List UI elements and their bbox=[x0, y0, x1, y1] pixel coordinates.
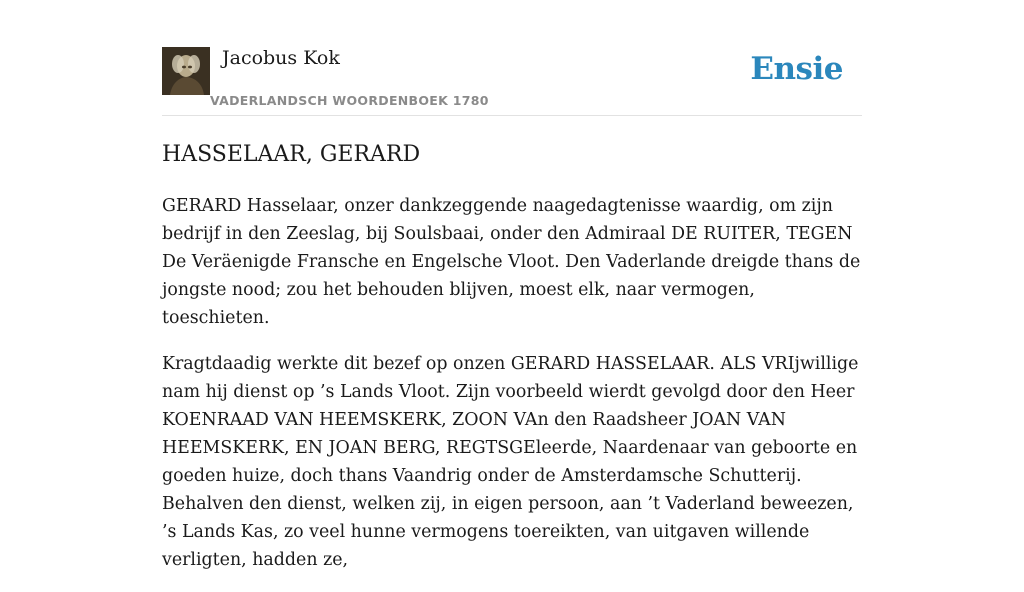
author-avatar[interactable] bbox=[162, 47, 210, 95]
article-paragraph: Kragtdaadig werkte dit bezef op onzen GERARD HASSELAAR. ALS VRIjwillige nam hij dienst op ’s Lands Vloot. Zijn voorbeeld wierdt gevolgd door den Heer KOENRAAD VAN HEEMSKERK, ZOON VAn den Raadsheer JOAN VAN HEEMSKERK, EN JOAN BERG, REGTSGEleerde, Naardenaar van geboorte en goeden huize, doch thans Vaandrig onder de Amsterdamsche Schutterij. Behalven den dienst, welken zij, in eigen persoon, aan ’t Vaderland beweezen, ’s Lands Kas, zo veel hunne vermogens toereikten, van uitgaven willende verligten, hadden ze, bbox=[162, 354, 859, 570]
source-label[interactable]: VADERLANDSCH WOORDENBOEK 1780 bbox=[210, 93, 489, 108]
article-title: HASSELAAR, GERARD bbox=[162, 142, 421, 167]
article-header bbox=[162, 0, 862, 116]
article-body bbox=[162, 192, 867, 592]
article-paragraph: GERARD Hasselaar, onzer dankzeggende naagedagtenisse waardig, om zijn bedrijf in den Zeeslag, bij Soulsbaai, onder den Admiraal DE RUITER, TEGEN De Veräenigde Fransche en Engelsche Vloot. Den Vaderlande dreigde thans de jongste nood; zou het behouden blijven, moest elk, naar vermogen, toeschieten. bbox=[162, 196, 861, 328]
portrait-icon bbox=[162, 47, 210, 95]
brand-logo[interactable]: Ensie bbox=[750, 51, 843, 87]
author-name[interactable]: Jacobus Kok bbox=[222, 47, 340, 69]
content-column bbox=[162, 0, 862, 570]
